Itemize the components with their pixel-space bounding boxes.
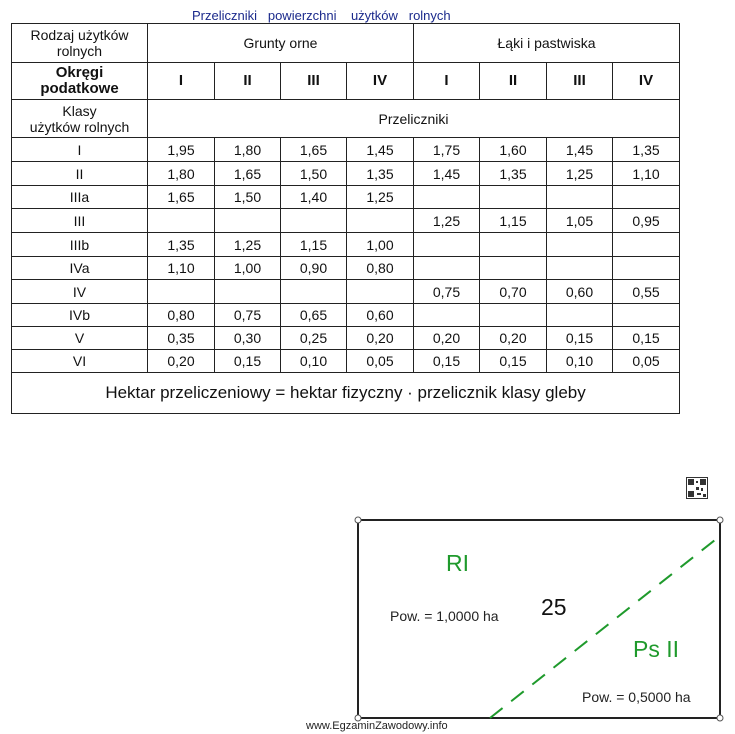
value-cell: 0,55 (613, 280, 680, 304)
value-cell: 1,60 (480, 138, 547, 162)
class-cell: I (12, 138, 148, 162)
value-cell: 1,45 (547, 138, 613, 162)
district-header: II (215, 63, 281, 100)
district-header: IV (347, 63, 414, 100)
value-cell: 1,15 (281, 233, 347, 257)
value-cell: 0,90 (281, 257, 347, 280)
value-cell: 0,60 (347, 304, 414, 327)
value-cell: 1,25 (547, 162, 613, 186)
area-label-ri: Pow. = 1,0000 ha (390, 608, 499, 624)
class-cell: V (12, 327, 148, 350)
district-header: II (480, 63, 547, 100)
value-cell: 0,75 (414, 280, 480, 304)
value-cell: 0,10 (547, 350, 613, 373)
class-cell: II (12, 162, 148, 186)
value-cell: 0,15 (480, 350, 547, 373)
district-header: III (547, 63, 613, 100)
value-cell: 1,35 (480, 162, 547, 186)
page-title: Przeliczniki powierzchni użytków rolnych (192, 8, 451, 23)
class-cell: IVb (12, 304, 148, 327)
value-cell: 1,15 (480, 209, 547, 233)
value-cell: 1,35 (347, 162, 414, 186)
district-header: I (148, 63, 215, 100)
value-cell: 0,25 (281, 327, 347, 350)
corner-point (717, 517, 723, 523)
footer-site-link[interactable]: www.EgzaminZawodowy.info (306, 720, 448, 732)
value-cell: 1,35 (148, 233, 215, 257)
header-tax-districts: Okręgi podatkowe (12, 63, 148, 100)
value-cell: 1,00 (347, 233, 414, 257)
value-cell: 1,00 (215, 257, 281, 280)
value-cell: 1,75 (414, 138, 480, 162)
district-header: I (414, 63, 480, 100)
corner-point (717, 715, 723, 721)
value-cell: 1,40 (281, 186, 347, 209)
header-meadows-pastures: Łąki i pastwiska (414, 24, 680, 63)
value-cell: 1,80 (148, 162, 215, 186)
class-cell: III (12, 209, 148, 233)
value-cell: 1,45 (414, 162, 480, 186)
header-arable-land: Grunty orne (148, 24, 414, 63)
value-cell: 1,65 (215, 162, 281, 186)
value-cell: 0,75 (215, 304, 281, 327)
ez-info-qr-icon (686, 477, 708, 499)
value-cell: 0,80 (347, 257, 414, 280)
value-cell: 0,20 (148, 350, 215, 373)
district-header: IV (613, 63, 680, 100)
value-cell: 0,10 (281, 350, 347, 373)
class-cell: VI (12, 350, 148, 373)
value-cell: 1,50 (215, 186, 281, 209)
value-cell: 0,05 (347, 350, 414, 373)
district-header: III (281, 63, 347, 100)
parcel-number: 25 (541, 594, 567, 620)
value-cell: 0,20 (414, 327, 480, 350)
formula-text: Hektar przeliczeniowy = hektar fizyczny · przelicznik klasy gleby (12, 373, 680, 414)
value-cell: 0,05 (613, 350, 680, 373)
value-cell: 0,30 (215, 327, 281, 350)
value-cell: 0,60 (547, 280, 613, 304)
value-cell: 0,20 (347, 327, 414, 350)
value-cell: 0,15 (414, 350, 480, 373)
value-cell: 0,80 (148, 304, 215, 327)
value-cell: 0,95 (613, 209, 680, 233)
value-cell: 1,80 (215, 138, 281, 162)
contour-label-psii: Ps II (633, 636, 680, 662)
value-cell: 0,70 (480, 280, 547, 304)
value-cell: 1,05 (547, 209, 613, 233)
header-land-classes: Klasy użytków rolnych (12, 100, 148, 138)
value-cell: 0,65 (281, 304, 347, 327)
value-cell: 0,15 (215, 350, 281, 373)
value-cell: 1,25 (347, 186, 414, 209)
value-cell: 1,45 (347, 138, 414, 162)
value-cell: 1,10 (613, 162, 680, 186)
value-cell: 1,50 (281, 162, 347, 186)
value-cell: 1,95 (148, 138, 215, 162)
header-land-use: Rodzaj użytków rolnych (12, 24, 148, 63)
value-cell: 0,20 (480, 327, 547, 350)
class-cell: IIIa (12, 186, 148, 209)
class-cell: IVa (12, 257, 148, 280)
value-cell: 0,15 (547, 327, 613, 350)
class-cell: IIIb (12, 233, 148, 257)
value-cell: 0,35 (148, 327, 215, 350)
value-cell: 1,10 (148, 257, 215, 280)
value-cell: 1,65 (281, 138, 347, 162)
value-cell: 0,15 (613, 327, 680, 350)
header-converters: Przeliczniki (148, 100, 680, 138)
contour-label-ri: RI (446, 550, 469, 576)
value-cell: 1,65 (148, 186, 215, 209)
class-cell: IV (12, 280, 148, 304)
value-cell: 1,35 (613, 138, 680, 162)
corner-point (355, 517, 361, 523)
value-cell: 1,25 (414, 209, 480, 233)
area-label-psii: Pow. = 0,5000 ha (582, 689, 691, 705)
value-cell: 1,25 (215, 233, 281, 257)
